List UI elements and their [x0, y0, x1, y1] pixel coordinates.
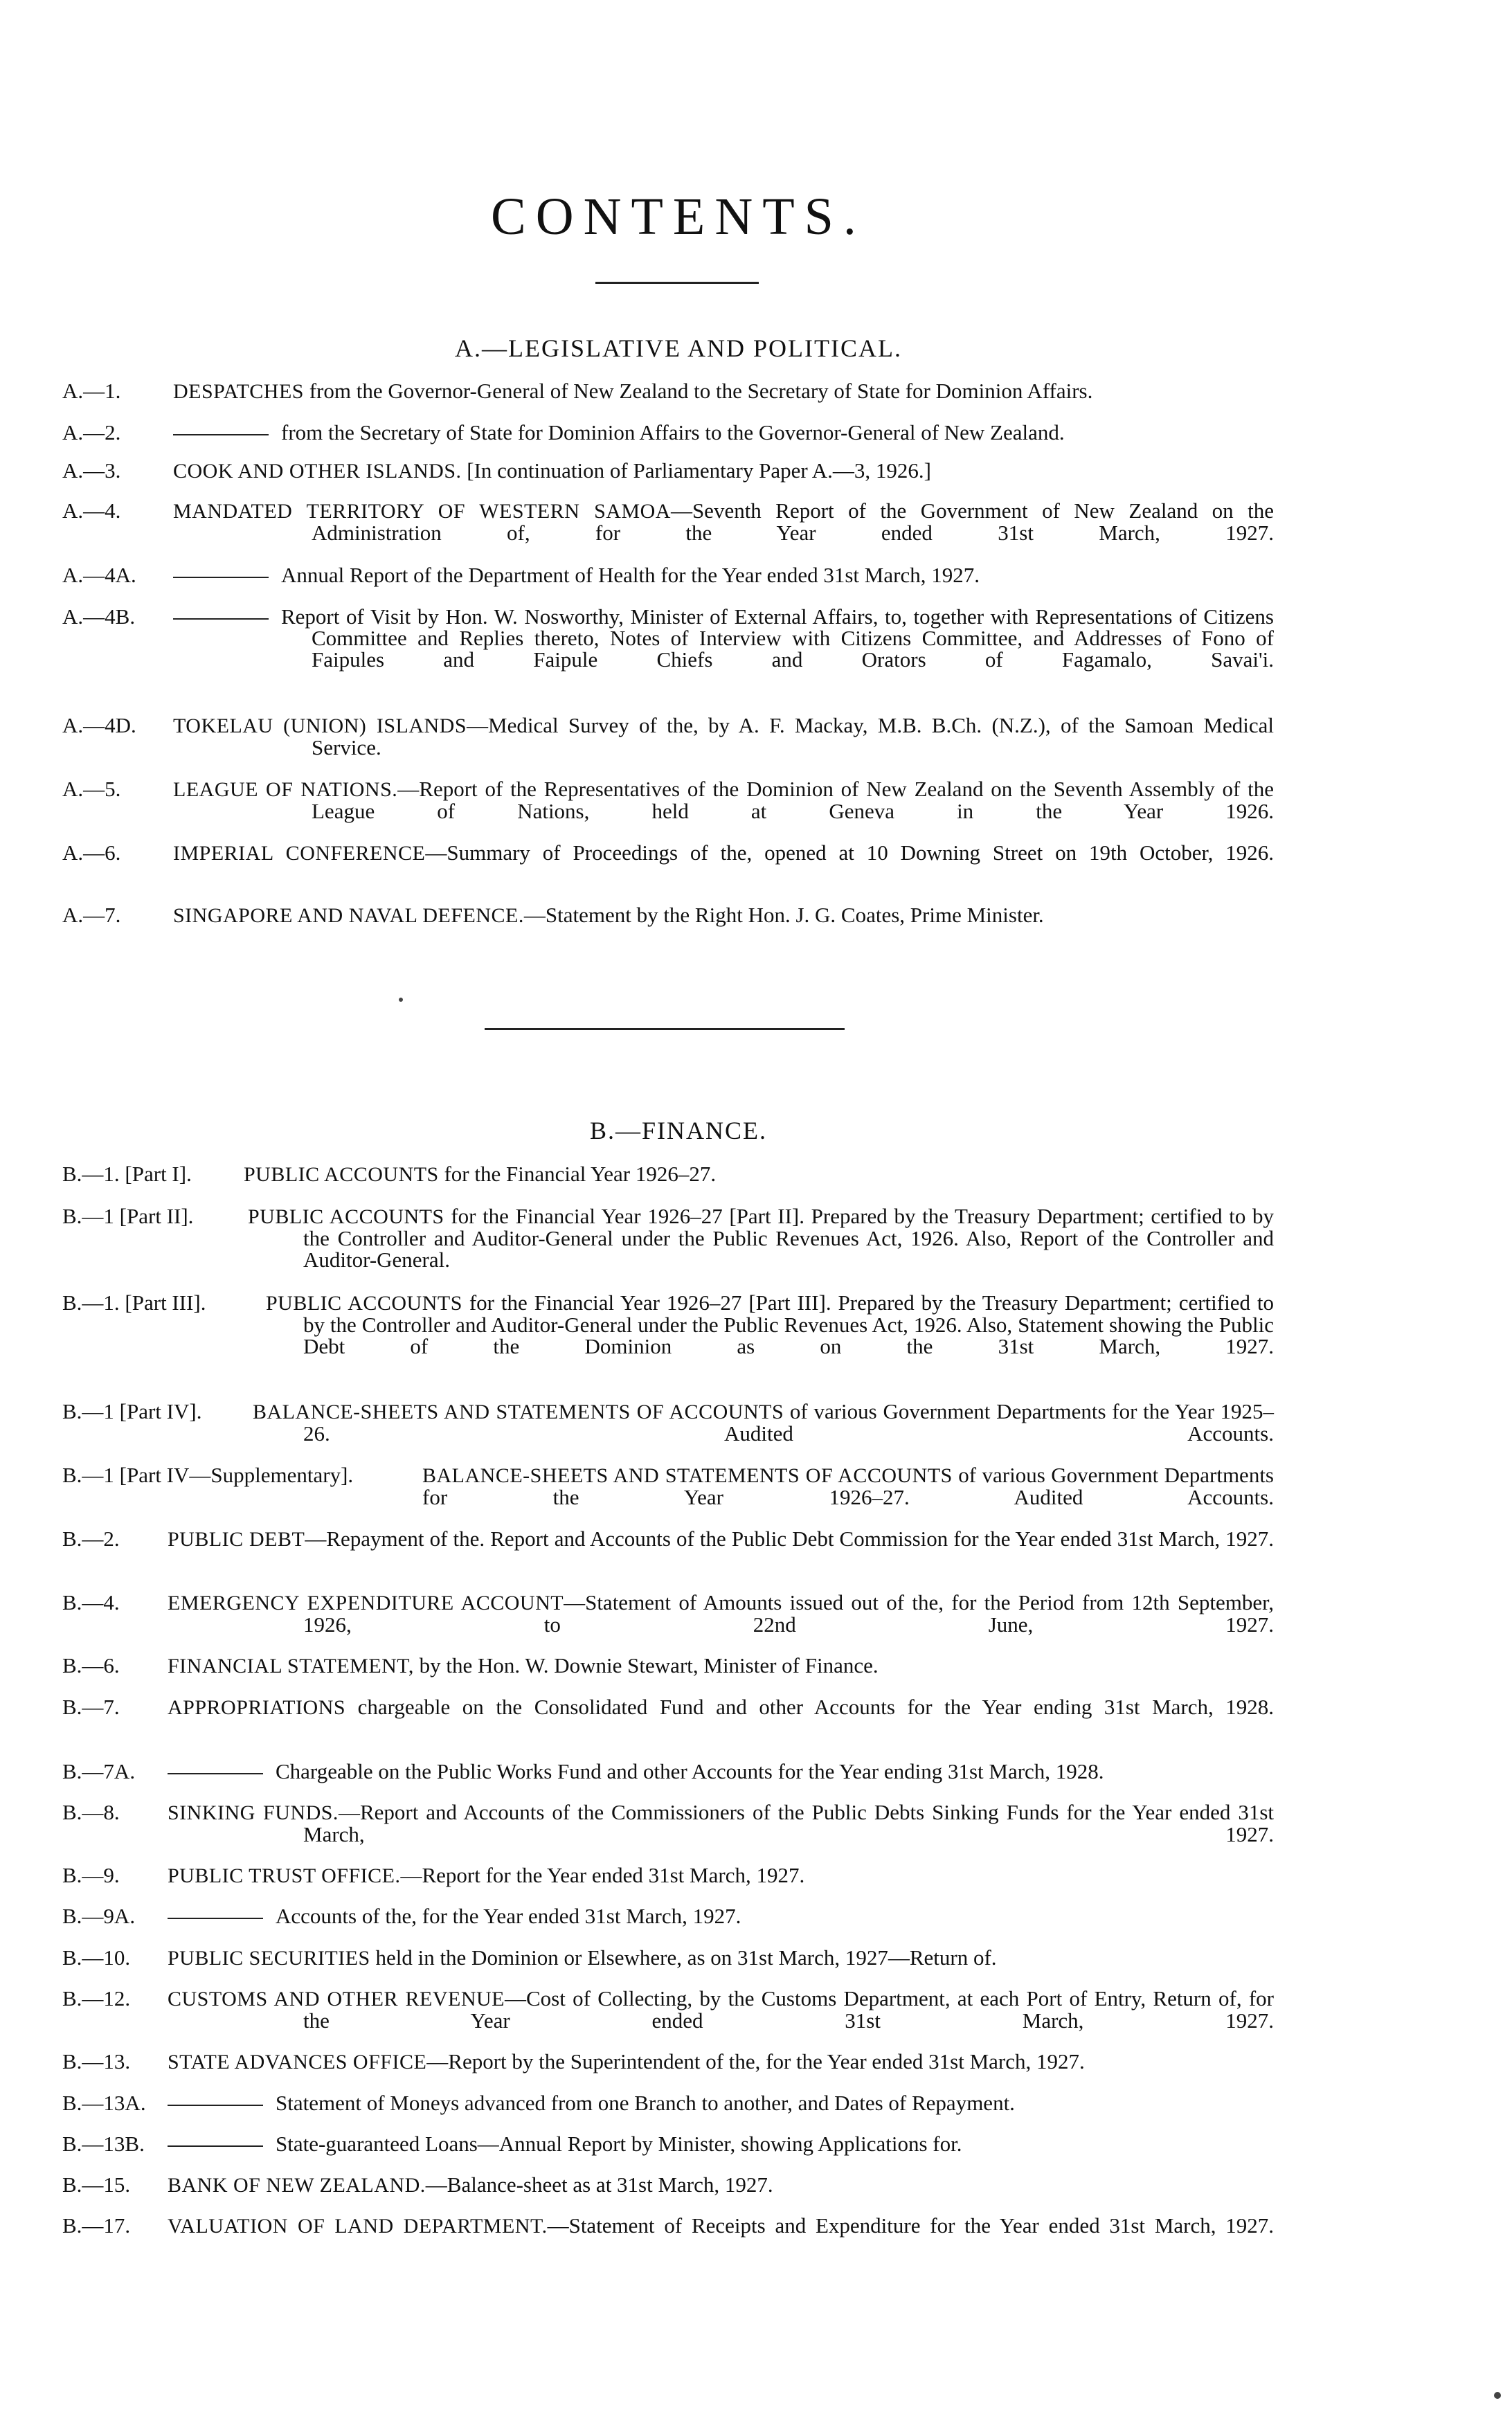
entry-b-10	[62, 1947, 1274, 1969]
entry-b-1-part-iii	[62, 1292, 1274, 1378]
entry-code: B.—13B.	[62, 2132, 145, 2156]
ditto-dash	[168, 2145, 263, 2147]
entry-b-1-part-iv-supplementary	[62, 1464, 1274, 1529]
page-title: CONTENTS.	[491, 188, 866, 246]
entry-b-2	[62, 1528, 1274, 1572]
entry-code: B.—1 [Part IV—Supplementary].	[62, 1463, 354, 1487]
entry-lead: PUBLIC DEBT	[168, 1528, 305, 1551]
entry-text: —Cost of Collecting, by the Customs Department, at each Port of Entry, Return of, for the Year ended 31st March, 1927.	[303, 1986, 1274, 2033]
entry-code: B.—1. [Part III].	[62, 1290, 206, 1315]
entry-text: [In continuation of Parliamentary Paper A.—3, 1926.]	[467, 458, 931, 483]
corner-mark	[1494, 2392, 1501, 2399]
entry-text: State-guaranteed Loans—Annual Report by Minister, showing Applications for.	[276, 2132, 962, 2156]
section-heading-a: A.—LEGISLATIVE AND POLITICAL.	[455, 334, 902, 362]
entry-text: —Report for the Year ended 31st March, 1927.	[400, 1863, 805, 1887]
entry-code: B.—9.	[62, 1863, 120, 1887]
ditto-dash	[173, 577, 269, 578]
entry-text: Report of Visit by Hon. W. Nosworthy, Minister of External Affairs, to, together with Representations of Citizens Committee and Replies thereto, Notes of Interview with Citizens Committee, and Addresses of Fono of Faipules and Faipule Chiefs and Orators of Fagamalo, Savai'i.	[281, 604, 1274, 672]
entry-code: A.—2.	[62, 420, 121, 444]
entry-code: B.—1 [Part IV].	[62, 1399, 202, 1423]
entry-lead: SINKING FUNDS.	[168, 1801, 339, 1824]
entry-b-12	[62, 1988, 1274, 2053]
title-rule	[595, 282, 759, 284]
entry-lead: PUBLIC SECURITIES	[168, 1947, 370, 1970]
entry-lead: PUBLIC TRUST OFFICE.	[168, 1864, 401, 1887]
entry-b-1-part-ii	[62, 1205, 1274, 1292]
entry-text: —Statement of Receipts and Expenditure for the Year ended 31st March, 1927.	[547, 2213, 1274, 2238]
entry-lead: DESPATCHES	[173, 380, 304, 403]
entry-b-6	[62, 1655, 1274, 1677]
entry-code: B.—7.	[62, 1695, 120, 1719]
entry-a-2	[62, 422, 1274, 443]
entry-lead: PUBLIC ACCOUNTS	[266, 1292, 462, 1315]
entry-code: B.—10.	[62, 1945, 131, 1970]
entry-text: for the Financial Year 1926–27 [Part II]. Prepared by the Treasury Department; certified to by the Controller and Auditor-General under the Public Revenues Act, 1926. Also, Report of the Controller and Auditor-General.	[303, 1204, 1275, 1272]
entry-text: chargeable on the Consolidated Fund and other Accounts for the Year ending 31st March, 1928.	[357, 1695, 1275, 1719]
entry-lead: BANK OF NEW ZEALAND.	[168, 2174, 426, 2197]
entry-code: A.—4B.	[62, 604, 136, 629]
entry-a-4a	[62, 564, 1274, 586]
entry-b-13a	[62, 2092, 1274, 2114]
ditto-dash	[173, 434, 269, 435]
entry-text: —Summary of Proceedings of the, opened at 10 Downing Street on 19th October, 1926.	[425, 840, 1274, 865]
entry-code: A.—3.	[62, 458, 121, 483]
entry-text: of various Government Departments for the Year 1925–26. Audited Accounts.	[303, 1399, 1275, 1446]
entry-b-7	[62, 1696, 1274, 1740]
entry-code: B.—13A.	[62, 2091, 146, 2115]
entry-lead: PUBLIC ACCOUNTS	[248, 1205, 444, 1228]
entry-lead: SINGAPORE AND NAVAL DEFENCE.	[173, 904, 524, 927]
entry-a-4d	[62, 714, 1274, 780]
entry-text: —Report and Accounts of the Commissioners of the Public Debts Sinking Funds for the Year ended 31st March, 1927.	[303, 1800, 1274, 1846]
entry-a-4b	[62, 606, 1274, 692]
entry-b-1-part-i	[62, 1163, 1274, 1185]
entry-b-7a	[62, 1761, 1274, 1782]
entry-code: B.—8.	[62, 1800, 120, 1824]
entry-lead: LEAGUE OF NATIONS.	[173, 778, 398, 801]
entry-text: —Balance-sheet as at 31st March, 1927.	[425, 2172, 773, 2197]
entry-code: A.—5.	[62, 777, 121, 801]
entry-text: for the Financial Year 1926–27.	[444, 1162, 717, 1186]
entry-a-5	[62, 778, 1274, 843]
entry-code: B.—17.	[62, 2213, 131, 2238]
entry-text: held in the Dominion or Elsewhere, as on 31st March, 1927—Return of.	[375, 1945, 997, 1970]
entry-code: A.—4.	[62, 498, 121, 523]
ditto-dash	[173, 618, 269, 620]
entry-code: B.—7A.	[62, 1759, 136, 1783]
entry-text: for the Financial Year 1926–27 [Part III]. Prepared by the Treasury Department; certified to by the Controller and Auditor-General under the Public Revenues Act, 1926. Also, Statement showing the Public Debt of the Dominion as on the 31st March, 1927.	[303, 1290, 1274, 1358]
entry-lead: CUSTOMS AND OTHER REVENUE	[168, 1988, 505, 2010]
entry-text: —Report by the Superintendent of the, for the Year ended 31st March, 1927.	[426, 2049, 1085, 2073]
entry-code: A.—7.	[62, 903, 121, 927]
entry-code: A.—6.	[62, 840, 121, 865]
entry-text: —Medical Survey of the, by A. F. Mackay, M.B. B.Ch. (N.Z.), of the Samoan Medical Service.	[312, 713, 1274, 759]
entry-code: B.—15.	[62, 2172, 131, 2197]
entry-text: Annual Report of the Department of Health for the Year ended 31st March, 1927.	[281, 563, 980, 587]
entry-text: Statement of Moneys advanced from one Branch to another, and Dates of Repayment.	[276, 2091, 1015, 2115]
entry-code: A.—1.	[62, 379, 121, 403]
entry-text: of various Government Departments for the Year 1926–27. Audited Accounts.	[422, 1463, 1274, 1509]
entry-text: —Report of the Representatives of the Dominion of New Zealand on the Seventh Assembly of the League of Nations, held at Geneva in the Year 1926.	[312, 777, 1274, 823]
entry-code: B.—12.	[62, 1986, 131, 2010]
entry-text: —Statement by the Right Hon. J. G. Coates, Prime Minister.	[523, 903, 1044, 927]
entry-b-15	[62, 2174, 1274, 2196]
entry-b-4	[62, 1592, 1274, 1657]
entry-lead: MANDATED TERRITORY OF WESTERN SAMOA	[173, 500, 671, 523]
entry-text: —Seventh Report of the Government of New Zealand on the Administration of, for the Year ended 31st March, 1927.	[312, 498, 1274, 545]
entry-lead: COOK AND OTHER ISLANDS.	[173, 460, 462, 483]
ditto-dash	[168, 2105, 263, 2106]
entry-code: A.—4D.	[62, 713, 136, 737]
entry-code: B.—4.	[62, 1590, 120, 1614]
entry-b-1-part-iv	[62, 1401, 1274, 1466]
entry-lead: EMERGENCY EXPENDITURE ACCOUNT	[168, 1592, 564, 1614]
entry-b-9a	[62, 1905, 1274, 1927]
entry-text: Chargeable on the Public Works Fund and other Accounts for the Year ending 31st March, 1928.	[276, 1759, 1104, 1783]
section-heading-b: B.—FINANCE.	[589, 1117, 768, 1144]
entry-code: B.—9A.	[62, 1904, 136, 1928]
entry-b-13	[62, 2051, 1274, 2073]
entry-text: by the Hon. W. Downie Stewart, Minister of Finance.	[419, 1653, 879, 1677]
entry-text: —Repayment of the. Report and Accounts of the Public Debt Commission for the Year ended 31st March, 1927.	[305, 1527, 1274, 1551]
entry-code: B.—1 [Part II].	[62, 1204, 194, 1228]
stray-mark	[399, 998, 403, 1002]
entry-lead: VALUATION OF LAND DEPARTMENT.	[168, 2215, 548, 2238]
entry-a-1	[62, 380, 1274, 402]
entry-b-8	[62, 1801, 1274, 1866]
entry-b-13b	[62, 2133, 1274, 2154]
entry-b-9	[62, 1864, 1274, 1887]
entry-a-7	[62, 904, 1274, 926]
entry-b-17	[62, 2215, 1274, 2258]
entry-code: A.—4A.	[62, 563, 136, 587]
entry-code: B.—13.	[62, 2049, 131, 2073]
entry-lead: PUBLIC ACCOUNTS	[244, 1163, 439, 1186]
entry-a-3	[62, 460, 1274, 482]
entry-lead: STATE ADVANCES OFFICE	[168, 2051, 427, 2073]
entry-lead: TOKELAU (UNION) ISLANDS	[173, 714, 467, 737]
entry-lead: BALANCE-SHEETS AND STATEMENTS OF ACCOUNTS	[253, 1401, 784, 1423]
entry-code: B.—2.	[62, 1527, 120, 1551]
entry-a-4	[62, 500, 1274, 565]
entry-text: Accounts of the, for the Year ended 31st March, 1927.	[276, 1904, 741, 1928]
entry-lead: BALANCE-SHEETS AND STATEMENTS OF ACCOUNTS	[422, 1464, 953, 1487]
entry-lead: FINANCIAL STATEMENT,	[168, 1655, 414, 1677]
entry-a-6	[62, 842, 1274, 885]
ditto-dash	[168, 1918, 263, 1919]
entry-text: from the Governor-General of New Zealand to the Secretary of State for Dominion Affairs.	[309, 379, 1093, 403]
entry-code: B.—1. [Part I].	[62, 1162, 192, 1186]
entry-lead: IMPERIAL CONFERENCE	[173, 842, 426, 865]
entry-lead: APPROPRIATIONS	[168, 1696, 346, 1719]
ditto-dash	[168, 1773, 263, 1774]
section-divider	[485, 1028, 845, 1030]
entry-text: —Statement of Amounts issued out of the, for the Period from 12th September, 1926, to 22nd June, 1927.	[303, 1590, 1274, 1637]
entry-code: B.—6.	[62, 1653, 120, 1677]
entry-text: from the Secretary of State for Dominion Affairs to the Governor-General of New Zealand.	[281, 420, 1065, 444]
